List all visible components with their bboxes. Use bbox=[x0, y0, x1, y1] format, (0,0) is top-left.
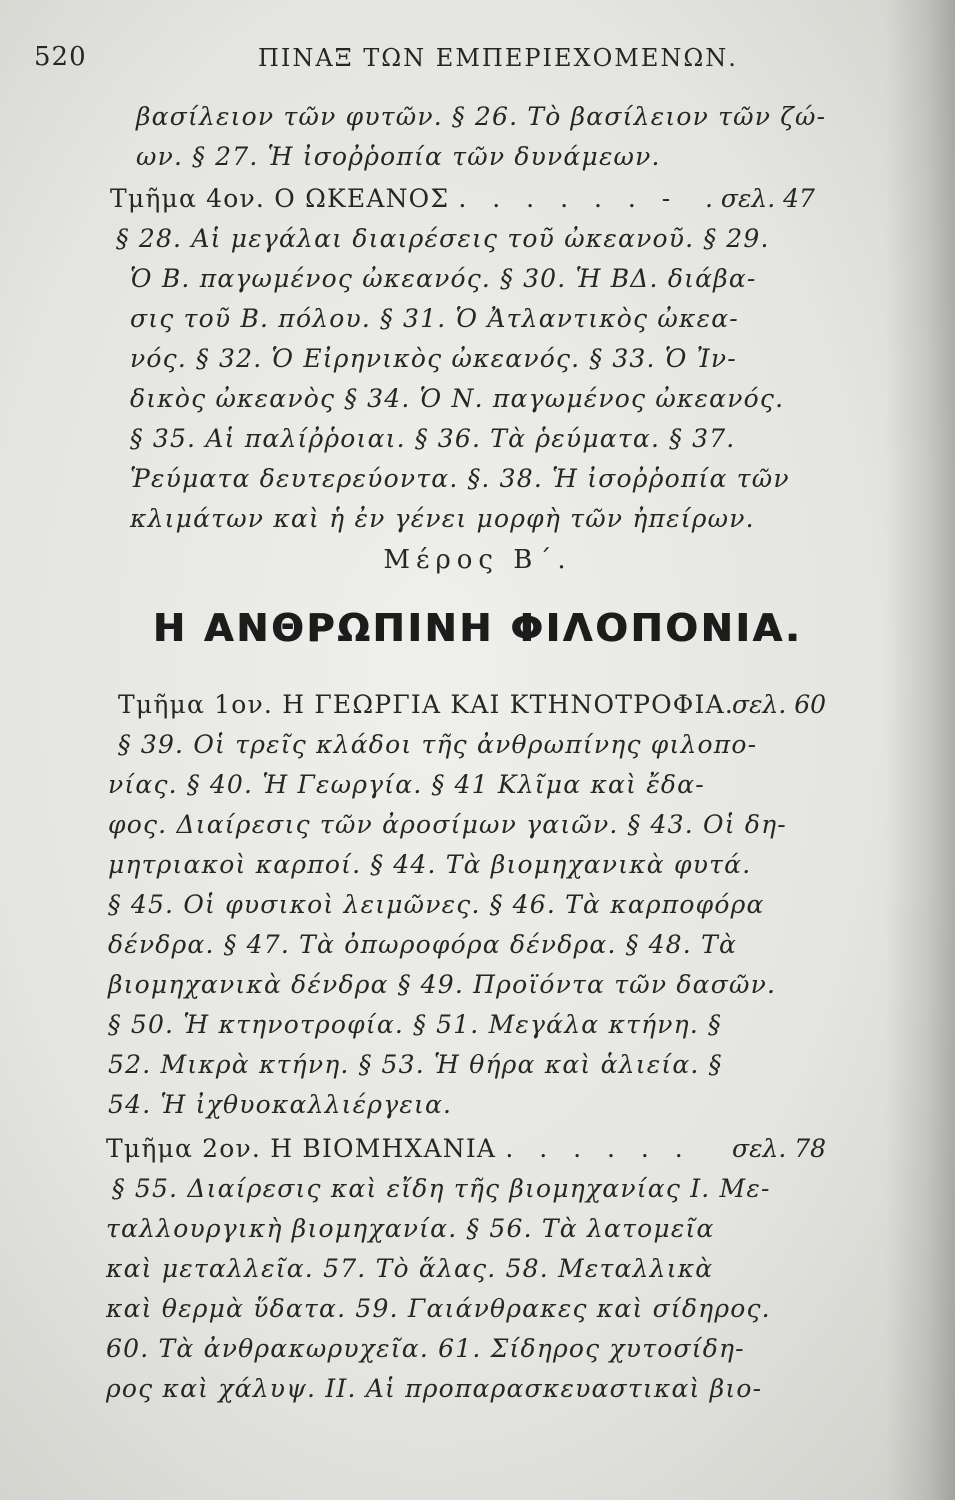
text-line: ταλλουργικὴ βιομηχανία. § 56. Τὰ λατομεῖα bbox=[106, 1214, 715, 1243]
text-line: βιομηχανικὰ δένδρα § 49. Προϊόντα τῶν δασῶν. bbox=[108, 970, 777, 999]
text-line: § 39. Οἱ τρεῖς κλάδοι τῆς ἀνθρωπίνης φιλοπο- bbox=[118, 730, 758, 759]
text-line: δικὸς ὠκεανὸς § 34. Ὁ Ν. παγωμένος ὠκεανός. bbox=[130, 384, 785, 413]
text-line: βασίλειον τῶν φυτῶν. § 26. Τὸ βασίλειον τῶν ζώ- bbox=[136, 102, 827, 131]
header-title: ΠΙΝΑΞ ΤΩΝ ΕΜΠΕΡΙΕΧΟΜΕΝΩΝ. bbox=[258, 44, 738, 72]
text-line: 52. Μικρὰ κτήνη. § 53. Ἡ θήρα καὶ ἁλιεία. § bbox=[108, 1050, 723, 1079]
text-line: μητριακοὶ καρποί. § 44. Τὰ βιομηχανικὰ φυτά. bbox=[108, 850, 752, 879]
text-line: Ὁ Β. παγωμένος ὠκεανός. § 30. Ἡ ΒΔ. διάβα- bbox=[130, 264, 757, 293]
part-title: Η ΑΝΘΡΩΠΙΝΗ ΦΙΛΟΠΟΝΙΑ. bbox=[152, 606, 803, 650]
text-line: νίας. § 40. Ἡ Γεωργία. § 41 Κλῖμα καὶ ἔδα- bbox=[108, 770, 705, 799]
section-heading bbox=[106, 1132, 692, 1166]
text-line: § 28. Αἱ μεγάλαι διαιρέσεις τοῦ ὠκεανοῦ. § 29. bbox=[116, 224, 770, 253]
text-line: § 35. Αἱ παλίῤῥοιαι. § 36. Τὰ ῥεύματα. § 37. bbox=[130, 424, 736, 453]
text-line: δένδρα. § 47. Τὰ ὀπωροφόρα δένδρα. § 48. Τὰ bbox=[108, 930, 738, 959]
section-heading: Τμῆμα 1ον. Η ΓΕΩΡΓΙΑ ΚΑΙ ΚΤΗΝΟΤΡΟΦΙΑ. bbox=[118, 690, 734, 719]
leader-dots: . . . . . . bbox=[505, 1134, 692, 1163]
text-line: καὶ μεταλλεῖα. 57. Τὸ ἅλας. 58. Μεταλλικὰ bbox=[106, 1254, 714, 1283]
text-line: κλιμάτων καὶ ἡ ἐν γένει μορφὴ τῶν ἠπείρων. bbox=[130, 504, 755, 533]
text-line: 60. Τὰ ἀνθρακωρυχεῖα. 61. Σίδηρος χυτοσίδη- bbox=[106, 1334, 745, 1363]
text-line: φος. Διαίρεσις τῶν ἀροσίμων γαιῶν. § 43. Οἱ δη- bbox=[108, 810, 787, 839]
section-heading bbox=[110, 182, 679, 216]
text-line: ων. § 27. Ἡ ἰσοῤῥοπία τῶν δυνάμεων. bbox=[136, 142, 661, 171]
text-line: § 45. Οἱ φυσικοὶ λειμῶνες. § 46. Τὰ καρποφόρα bbox=[108, 890, 765, 919]
text-line: Ῥεύματα δευτερεύοντα. §. 38. Ἡ ἰσοῤῥοπία τῶν bbox=[130, 464, 790, 493]
text-line: ρος καὶ χάλυψ. ΙΙ. Αἱ προπαρασκευαστικαὶ βιο- bbox=[106, 1374, 763, 1403]
part-label: Μέρος Β΄. bbox=[383, 545, 572, 575]
section-page-ref: σελ. 78 bbox=[732, 1134, 827, 1163]
text-line: σις τοῦ Β. πόλου. § 31. Ὁ Ἀτλαντικὸς ὠκεα- bbox=[130, 304, 739, 333]
page-number: 520 bbox=[34, 42, 87, 72]
section-page-ref: . σελ. 47 bbox=[705, 184, 815, 213]
leader-dots: . . . . . . - bbox=[458, 184, 680, 213]
text-line: § 50. Ἡ κτηνοτροφία. § 51. Μεγάλα κτήνη. § bbox=[108, 1010, 722, 1039]
section-heading-text: Τμῆμα 2ον. Η ΒΙΟΜΗΧΑΝΙΑ bbox=[106, 1134, 497, 1163]
section-page-ref: σελ. 60 bbox=[732, 690, 827, 719]
text-line: § 55. Διαίρεσις καὶ εἴδη τῆς βιομηχανίας Ι. Με- bbox=[112, 1174, 771, 1203]
text-line: 54. Ἡ ἰχθυοκαλλιέργεια. bbox=[108, 1090, 453, 1119]
text-line: νός. § 32. Ὁ Εἰρηνικὸς ὠκεανός. § 33. Ὁ Ἰν- bbox=[130, 344, 737, 373]
text-line: καὶ θερμὰ ὕδατα. 59. Γαιάνθρακες καὶ σίδηρος. bbox=[106, 1294, 771, 1323]
section-heading-text: Τμῆμα 4ον. Ο ΩΚΕΑΝΟΣ bbox=[110, 184, 450, 213]
